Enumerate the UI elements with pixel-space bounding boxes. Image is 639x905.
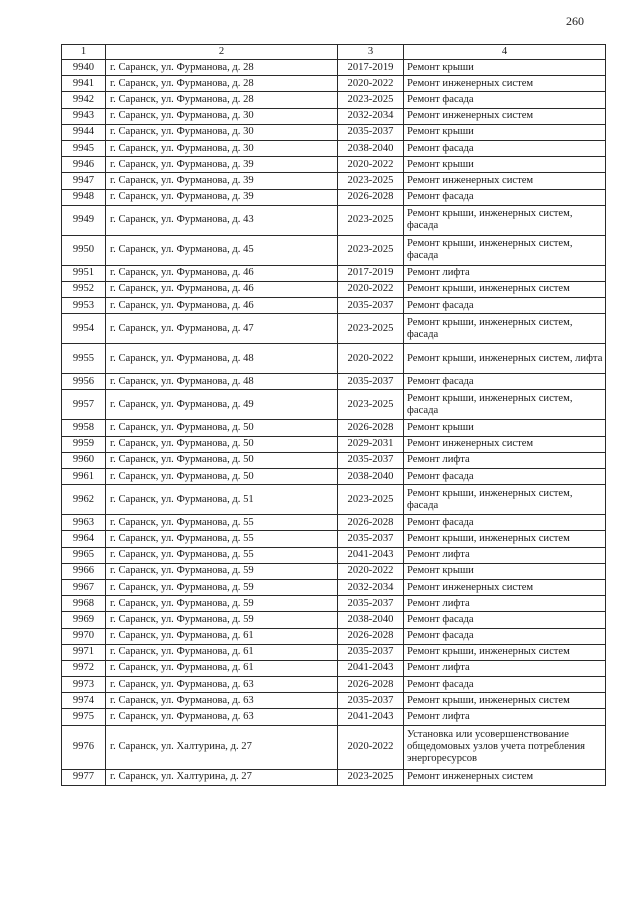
row-number-cell: 9959 (62, 436, 106, 452)
row-number-cell: 9974 (62, 693, 106, 709)
period-cell: 2035-2037 (338, 644, 404, 660)
period-cell: 2032-2034 (338, 579, 404, 595)
address-cell: г. Саранск, ул. Фурманова, д. 55 (106, 531, 338, 547)
table-row (62, 644, 606, 660)
period-cell: 2023-2025 (338, 173, 404, 189)
address-cell: г. Саранск, ул. Фурманова, д. 30 (106, 108, 338, 124)
work-type-cell: Ремонт лифта (404, 452, 606, 468)
row-number-cell: 9971 (62, 644, 106, 660)
address-cell: г. Саранск, ул. Халтурина, д. 27 (106, 769, 338, 785)
work-type-cell: Ремонт инженерных систем (404, 173, 606, 189)
row-number-cell: 9963 (62, 515, 106, 531)
period-cell: 2041-2043 (338, 547, 404, 563)
row-number-cell: 9949 (62, 205, 106, 235)
row-number-cell: 9943 (62, 108, 106, 124)
period-cell: 2020-2022 (338, 563, 404, 579)
period-cell: 2023-2025 (338, 92, 404, 108)
period-cell: 2029-2031 (338, 436, 404, 452)
period-cell: 2035-2037 (338, 531, 404, 547)
work-type-cell: Ремонт инженерных систем (404, 769, 606, 785)
address-cell: г. Саранск, ул. Фурманова, д. 28 (106, 92, 338, 108)
address-cell: г. Саранск, ул. Фурманова, д. 50 (106, 420, 338, 436)
row-number-cell: 9947 (62, 173, 106, 189)
address-cell: г. Саранск, ул. Фурманова, д. 50 (106, 469, 338, 485)
table-row (62, 709, 606, 725)
period-cell: 2041-2043 (338, 709, 404, 725)
table-row (62, 693, 606, 709)
work-type-cell: Ремонт фасада (404, 677, 606, 693)
row-number-cell: 9967 (62, 579, 106, 595)
address-cell: г. Саранск, ул. Фурманова, д. 49 (106, 390, 338, 420)
address-cell: г. Саранск, ул. Фурманова, д. 46 (106, 265, 338, 281)
table-row (62, 515, 606, 531)
address-cell: г. Саранск, ул. Фурманова, д. 28 (106, 76, 338, 92)
row-number-cell: 9960 (62, 452, 106, 468)
period-cell: 2038-2040 (338, 612, 404, 628)
row-number-cell: 9972 (62, 660, 106, 676)
table-row (62, 485, 606, 515)
address-cell: г. Саранск, ул. Фурманова, д. 46 (106, 298, 338, 314)
row-number-cell: 9958 (62, 420, 106, 436)
period-cell: 2026-2028 (338, 677, 404, 693)
address-cell: г. Саранск, ул. Фурманова, д. 30 (106, 124, 338, 140)
work-type-cell: Ремонт фасада (404, 298, 606, 314)
row-number-cell: 9977 (62, 769, 106, 785)
work-type-cell: Ремонт фасада (404, 469, 606, 485)
address-cell: г. Саранск, ул. Фурманова, д. 51 (106, 485, 338, 515)
table-row (62, 173, 606, 189)
row-number-cell: 9952 (62, 281, 106, 297)
table-row (62, 660, 606, 676)
address-cell: г. Саранск, ул. Фурманова, д. 63 (106, 693, 338, 709)
period-cell: 2023-2025 (338, 314, 404, 344)
table-row (62, 205, 606, 235)
period-cell: 2038-2040 (338, 140, 404, 156)
period-cell: 2020-2022 (338, 76, 404, 92)
address-cell: г. Саранск, ул. Фурманова, д. 50 (106, 436, 338, 452)
table-row (62, 374, 606, 390)
address-cell: г. Саранск, ул. Фурманова, д. 61 (106, 644, 338, 660)
period-cell: 2023-2025 (338, 235, 404, 265)
work-type-cell: Ремонт фасада (404, 515, 606, 531)
work-type-cell: Ремонт фасада (404, 374, 606, 390)
period-cell: 2020-2022 (338, 725, 404, 769)
address-cell: г. Саранск, ул. Фурманова, д. 59 (106, 612, 338, 628)
table-row (62, 265, 606, 281)
table-row (62, 563, 606, 579)
work-type-cell: Ремонт инженерных систем (404, 579, 606, 595)
address-cell: г. Саранск, ул. Фурманова, д. 55 (106, 547, 338, 563)
period-cell: 2020-2022 (338, 157, 404, 173)
period-cell: 2035-2037 (338, 124, 404, 140)
row-number-cell: 9969 (62, 612, 106, 628)
period-cell: 2032-2034 (338, 108, 404, 124)
period-cell: 2026-2028 (338, 628, 404, 644)
table-row (62, 677, 606, 693)
row-number-cell: 9976 (62, 725, 106, 769)
work-type-cell: Ремонт крыши (404, 157, 606, 173)
address-cell: г. Саранск, ул. Фурманова, д. 47 (106, 314, 338, 344)
address-cell: г. Саранск, ул. Фурманова, д. 55 (106, 515, 338, 531)
address-cell: г. Саранск, ул. Фурманова, д. 50 (106, 452, 338, 468)
column-header-1: 1 (62, 45, 106, 60)
row-number-cell: 9941 (62, 76, 106, 92)
table-row (62, 108, 606, 124)
work-type-cell: Ремонт инженерных систем (404, 436, 606, 452)
address-cell: г. Саранск, ул. Фурманова, д. 43 (106, 205, 338, 235)
table-row (62, 314, 606, 344)
work-type-cell: Ремонт фасада (404, 189, 606, 205)
period-cell: 2035-2037 (338, 452, 404, 468)
capital-repair-table (61, 44, 606, 786)
table-header-row (62, 45, 606, 60)
address-cell: г. Саранск, ул. Фурманова, д. 63 (106, 709, 338, 725)
work-type-cell: Ремонт крыши, инженерных систем, фасада (404, 314, 606, 344)
address-cell: г. Саранск, ул. Фурманова, д. 61 (106, 660, 338, 676)
table-row (62, 628, 606, 644)
row-number-cell: 9940 (62, 60, 106, 76)
table-row (62, 344, 606, 374)
column-header-3: 3 (338, 45, 404, 60)
period-cell: 2020-2022 (338, 344, 404, 374)
work-type-cell: Ремонт лифта (404, 547, 606, 563)
work-type-cell: Ремонт крыши (404, 420, 606, 436)
table-row (62, 140, 606, 156)
address-cell: г. Саранск, ул. Фурманова, д. 63 (106, 677, 338, 693)
work-type-cell: Ремонт крыши (404, 124, 606, 140)
period-cell: 2023-2025 (338, 205, 404, 235)
address-cell: г. Саранск, ул. Фурманова, д. 61 (106, 628, 338, 644)
work-type-cell: Ремонт крыши, инженерных систем, фасада (404, 390, 606, 420)
period-cell: 2035-2037 (338, 596, 404, 612)
work-type-cell: Ремонт крыши, инженерных систем, фасада (404, 235, 606, 265)
row-number-cell: 9954 (62, 314, 106, 344)
table-row (62, 547, 606, 563)
address-cell: г. Саранск, ул. Фурманова, д. 48 (106, 374, 338, 390)
work-type-cell: Ремонт инженерных систем (404, 76, 606, 92)
row-number-cell: 9973 (62, 677, 106, 693)
table-row (62, 452, 606, 468)
period-cell: 2035-2037 (338, 298, 404, 314)
work-type-cell: Ремонт крыши (404, 563, 606, 579)
work-type-cell: Ремонт крыши, инженерных систем (404, 693, 606, 709)
table-row (62, 390, 606, 420)
row-number-cell: 9964 (62, 531, 106, 547)
table-row (62, 531, 606, 547)
work-type-cell: Ремонт крыши, инженерных систем, лифта (404, 344, 606, 374)
row-number-cell: 9962 (62, 485, 106, 515)
table-row (62, 92, 606, 108)
row-number-cell: 9970 (62, 628, 106, 644)
table-row (62, 579, 606, 595)
period-cell: 2035-2037 (338, 693, 404, 709)
address-cell: г. Саранск, ул. Фурманова, д. 59 (106, 596, 338, 612)
address-cell: г. Саранск, ул. Фурманова, д. 45 (106, 235, 338, 265)
table-row (62, 436, 606, 452)
table-row (62, 612, 606, 628)
work-type-cell: Ремонт лифта (404, 709, 606, 725)
period-cell: 2023-2025 (338, 485, 404, 515)
address-cell: г. Саранск, ул. Халтурина, д. 27 (106, 725, 338, 769)
address-cell: г. Саранск, ул. Фурманова, д. 48 (106, 344, 338, 374)
row-number-cell: 9975 (62, 709, 106, 725)
address-cell: г. Саранск, ул. Фурманова, д. 59 (106, 579, 338, 595)
period-cell: 2026-2028 (338, 420, 404, 436)
row-number-cell: 9953 (62, 298, 106, 314)
row-number-cell: 9945 (62, 140, 106, 156)
period-cell: 2020-2022 (338, 281, 404, 297)
row-number-cell: 9965 (62, 547, 106, 563)
work-type-cell: Ремонт лифта (404, 596, 606, 612)
work-type-cell: Ремонт лифта (404, 660, 606, 676)
table-row (62, 725, 606, 769)
address-cell: г. Саранск, ул. Фурманова, д. 30 (106, 140, 338, 156)
table-row (62, 189, 606, 205)
period-cell: 2026-2028 (338, 515, 404, 531)
work-type-cell: Ремонт фасада (404, 628, 606, 644)
page-number: 260 (566, 14, 584, 28)
period-cell: 2038-2040 (338, 469, 404, 485)
table-row (62, 60, 606, 76)
row-number-cell: 9951 (62, 265, 106, 281)
work-type-cell: Ремонт фасада (404, 140, 606, 156)
table-row (62, 769, 606, 785)
period-cell: 2017-2019 (338, 60, 404, 76)
table-row (62, 281, 606, 297)
address-cell: г. Саранск, ул. Фурманова, д. 39 (106, 189, 338, 205)
row-number-cell: 9944 (62, 124, 106, 140)
period-cell: 2035-2037 (338, 374, 404, 390)
table-row (62, 76, 606, 92)
address-cell: г. Саранск, ул. Фурманова, д. 46 (106, 281, 338, 297)
period-cell: 2023-2025 (338, 390, 404, 420)
row-number-cell: 9968 (62, 596, 106, 612)
row-number-cell: 9957 (62, 390, 106, 420)
row-number-cell: 9961 (62, 469, 106, 485)
work-type-cell: Ремонт крыши, инженерных систем (404, 531, 606, 547)
row-number-cell: 9966 (62, 563, 106, 579)
work-type-cell: Ремонт лифта (404, 265, 606, 281)
column-header-4: 4 (404, 45, 606, 60)
work-type-cell: Ремонт крыши (404, 60, 606, 76)
table-row (62, 469, 606, 485)
table-row (62, 124, 606, 140)
period-cell: 2017-2019 (338, 265, 404, 281)
row-number-cell: 9948 (62, 189, 106, 205)
table-row (62, 298, 606, 314)
address-cell: г. Саранск, ул. Фурманова, д. 39 (106, 157, 338, 173)
work-type-cell: Ремонт крыши, инженерных систем, фасада (404, 205, 606, 235)
work-type-cell: Ремонт инженерных систем (404, 108, 606, 124)
table-row (62, 596, 606, 612)
address-cell: г. Саранск, ул. Фурманова, д. 59 (106, 563, 338, 579)
period-cell: 2026-2028 (338, 189, 404, 205)
work-type-cell: Ремонт фасада (404, 612, 606, 628)
table-row (62, 420, 606, 436)
row-number-cell: 9956 (62, 374, 106, 390)
work-type-cell: Ремонт крыши, инженерных систем (404, 644, 606, 660)
work-type-cell: Установка или усовершенствование общедомовых узлов учета потребления энергоресурсов (404, 725, 606, 769)
period-cell: 2041-2043 (338, 660, 404, 676)
row-number-cell: 9955 (62, 344, 106, 374)
work-type-cell: Ремонт крыши, инженерных систем, фасада (404, 485, 606, 515)
table-row (62, 157, 606, 173)
row-number-cell: 9950 (62, 235, 106, 265)
work-type-cell: Ремонт крыши, инженерных систем (404, 281, 606, 297)
address-cell: г. Саранск, ул. Фурманова, д. 39 (106, 173, 338, 189)
work-type-cell: Ремонт фасада (404, 92, 606, 108)
row-number-cell: 9946 (62, 157, 106, 173)
column-header-2: 2 (106, 45, 338, 60)
period-cell: 2023-2025 (338, 769, 404, 785)
address-cell: г. Саранск, ул. Фурманова, д. 28 (106, 60, 338, 76)
table-row (62, 235, 606, 265)
row-number-cell: 9942 (62, 92, 106, 108)
